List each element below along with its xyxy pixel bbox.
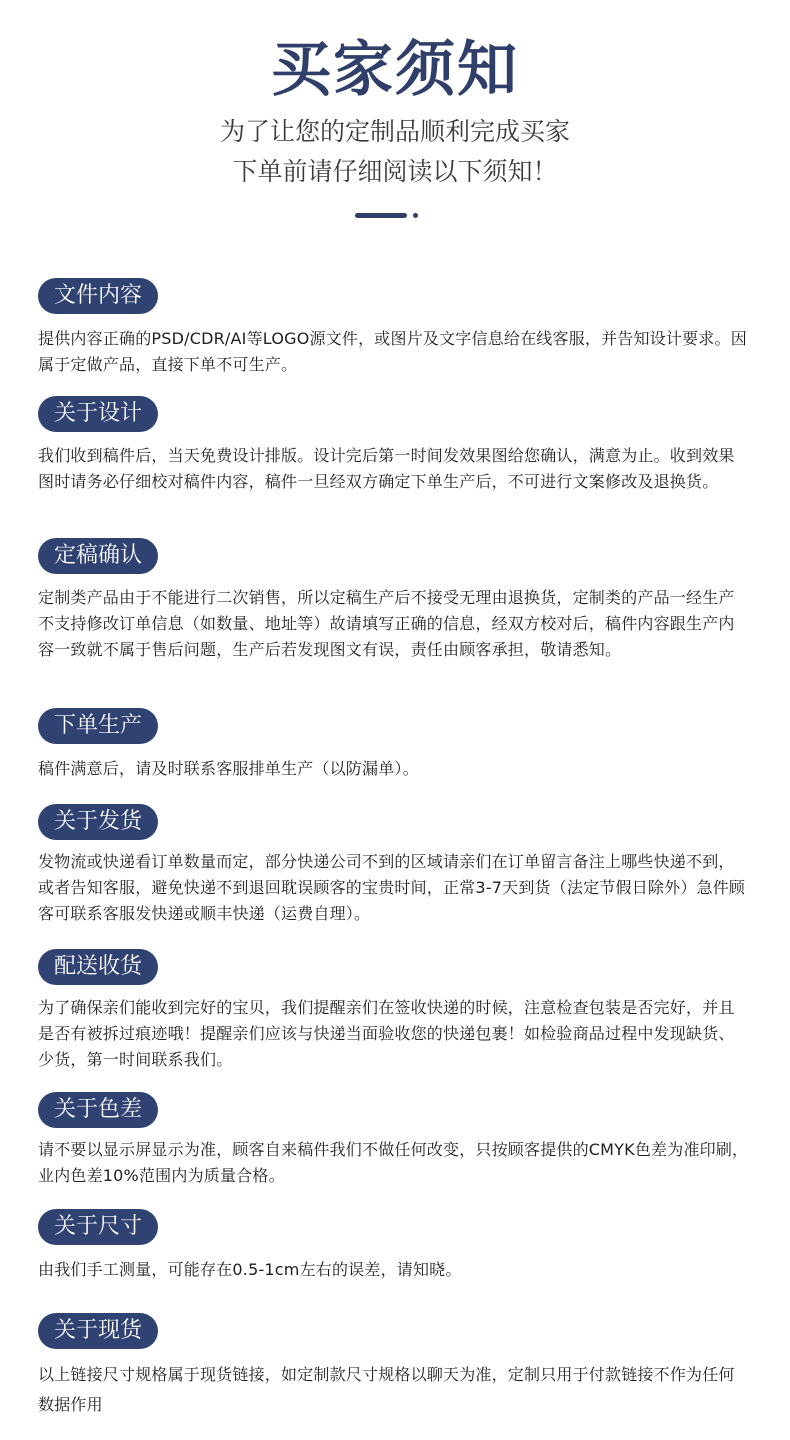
page-title: 买家须知 <box>271 35 519 105</box>
divider-bar <box>355 213 407 218</box>
subtitle-line-2: 下单前请仔细阅读以下须知！ <box>232 157 558 186</box>
divider-dot <box>413 213 418 218</box>
section-text-design: 我们收到稿件后，当天免费设计排版。设计完后第一时间发效果图给您确认，满意为止。收到效果图时请务必仔细校对稿件内容，稿件一旦经双方确定下单生产后，不可进行文案修改及退换货。 <box>38 446 735 491</box>
section-badge-size: 关于尺寸 <box>38 1209 158 1245</box>
section-text-shipping: 发物流或快递看订单数量而定，部分快递公司不到的区域请亲们在订单留言备注上哪些快递不到，或者告知客服，避免快递不到退回耽误顾客的宝贵时间，正常3-7天到货（法定节假日除外）急件顾客可联系客服发快递或顺丰快递（运费自理）。 <box>38 852 746 923</box>
subtitle-line-1: 为了让您的定制品顺利完成买家 <box>219 117 570 146</box>
section-text-production: 稿件满意后，请及时联系客服排单生产（以防漏单）。 <box>38 759 419 778</box>
section-text-file-content: 提供内容正确的PSD/CDR/AI等LOGO源文件，或图片及文字信息给在线客服，并告知设计要求。因属于定做产品，直接下单不可生产。 <box>38 329 747 374</box>
section-text-color: 请不要以显示屏显示为准，顾客自来稿件我们不做任何改变，只按顾客提供的CMYK色差为准印刷，业内色差10%范围内为质量合格。 <box>38 1140 749 1185</box>
section-badge-production: 下单生产 <box>38 708 158 744</box>
section-badge-file-content: 文件内容 <box>38 278 158 314</box>
section-badge-color: 关于色差 <box>38 1092 158 1128</box>
section-badge-delivery: 配送收货 <box>38 949 158 985</box>
section-badge-shipping: 关于发货 <box>38 804 158 840</box>
section-text-delivery: 为了确保亲们能收到完好的宝贝，我们提醒亲们在签收快递的时候，注意检查包装是否完好，并且是否有被拆过痕迹哦！提醒亲们应该与快递当面验收您的快递包裹！如检验商品过程中发现缺货、少货，第一时间联系我们。 <box>38 998 735 1069</box>
section-text-stock: 以上链接尺寸规格属于现货链接，如定制款尺寸规格以聊天为准，定制只用于付款链接不作为任何数据作用 <box>38 1365 735 1414</box>
title-divider <box>355 213 425 219</box>
section-text-size: 由我们手工测量，可能存在0.5-1cm左右的误差，请知晓。 <box>38 1260 462 1279</box>
section-badge-design: 关于设计 <box>38 396 158 432</box>
section-badge-stock: 关于现货 <box>38 1313 158 1349</box>
section-badge-confirm: 定稿确认 <box>38 538 158 574</box>
section-text-confirm: 定制类产品由于不能进行二次销售，所以定稿生产后不接受无理由退换货，定制类的产品一经生产不支持修改订单信息（如数量、地址等）故请填写正确的信息，经双方校对后，稿件内容跟生产内容一致就不属于售后问题，生产后若发现图文有误，责任由顾客承担，敬请悉知。 <box>38 588 735 659</box>
